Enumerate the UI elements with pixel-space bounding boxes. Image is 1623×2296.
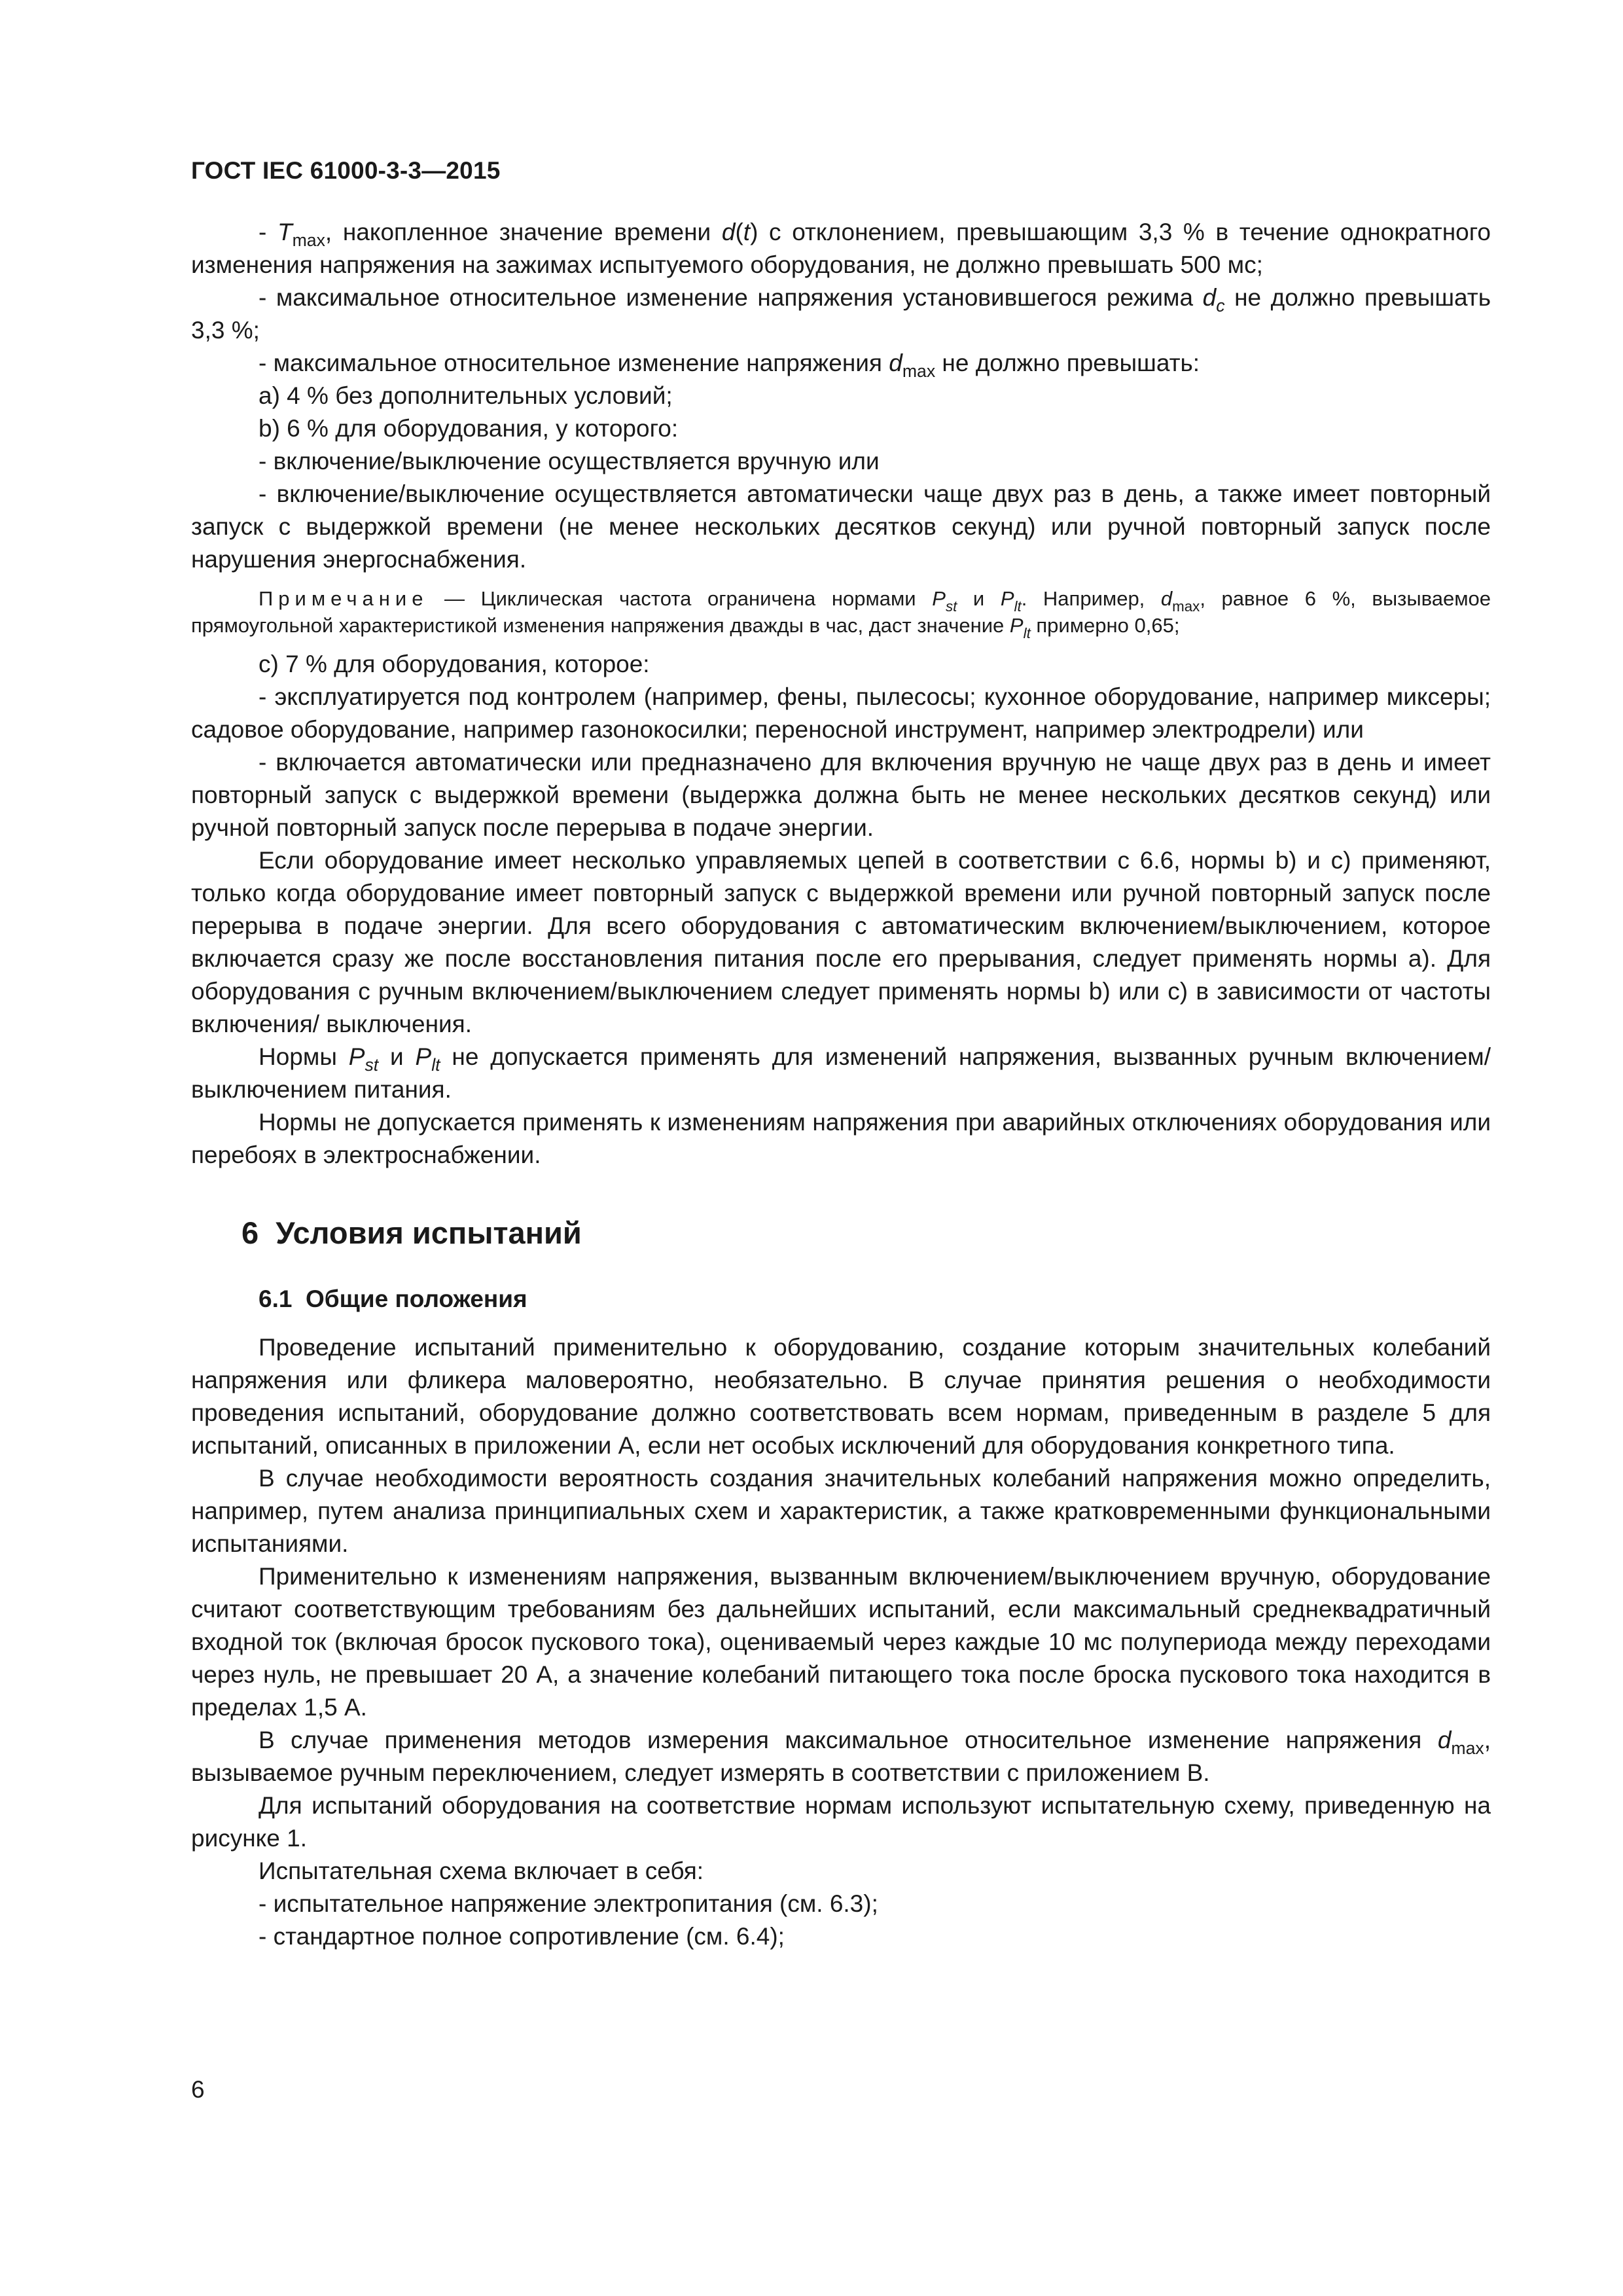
subsection-number: 6.1: [259, 1285, 293, 1312]
list-item-a: а) 4 % без дополнительных условий;: [259, 382, 673, 409]
section-number: 6: [241, 1215, 259, 1250]
paragraph-dc: - максимальное относительное изменение напряжения установившегося режима $d_c$ не должно превышать 3,3 %;: [191, 284, 1491, 344]
paragraph-6-1-b: В случае необходимости вероятность создания значительных колебаний напряжения можно определить, например, путем анализа принципиальных схем и характеристик, а также кратковременными функциональными испытаниями.: [191, 1465, 1491, 1557]
subsection-heading: [191, 1283, 1491, 1316]
note-label: Примечание: [259, 587, 429, 610]
list-item-c: с) 7 % для оборудования, которое:: [259, 651, 650, 677]
section-heading: [191, 1212, 1491, 1254]
list-item-c-automatic: - включается автоматически или предназначено для включения вручную не чаще двух раз в день и имеет повторный запуск с выдержкой времени (выдержка должна быть не менее нескольких десятков секунд) или ручной повторный запуск после перерыва в подаче энергии.: [191, 749, 1491, 841]
document-header: ГОСТ IEC 61000-3-3—2015: [191, 157, 501, 184]
list-item-c-supervised: - эксплуатируется под контролем (например, фены, пылесосы; кухонное оборудование, например миксеры; садовое оборудование, например газонокосилки; переносной инструмент, например электродрели) или: [191, 683, 1491, 743]
paragraph-6-1-f: Испытательная схема включает в себя:: [259, 1857, 704, 1884]
page-number: 6: [191, 2076, 205, 2103]
paragraph-emergency: Нормы не допускается применять к изменениям напряжения при аварийных отключениях оборудования или перебоях в электроснабжении.: [191, 1109, 1491, 1168]
list-item-test-voltage: - испытательное напряжение электропитания (см. 6.3);: [259, 1890, 878, 1917]
paragraph-multiple-circuits: Если оборудование имеет несколько управляемых цепей в соответствии с 6.6, нормы b) и с) применяют, только когда оборудование имеет повторный запуск с выдержкой времени или ручной повторный запуск после перерыва в подаче энергии. Для всего оборудования с автоматическим включением/выключением, которое включается сразу же после восстановления питания после его прерывания, следует применять нормы а). Для оборудования с ручным включением/выключением следует применять нормы b) или с) в зависимости от частоты включения/ выключения.: [191, 847, 1491, 1037]
paragraph-pst-plt: Нормы $P_{st}$ и $P_{lt}$ не допускается применять для изменений напряжения, вызванных ручным включением/выключением питания.: [191, 1043, 1491, 1103]
paragraph-6-1-c: Применительно к изменениям напряжения, вызванным включением/выключением вручную, оборудование считают соответствующим требованиям без дальнейших испытаний, если максимальный среднеквадратичный входной ток (включая бросок пускового тока), оцениваемый через каждые 10 мс полупериода между переходами через нуль, не превышает 20 А, а значение колебаний питающего тока после броска пускового тока находится в пределах 1,5 А.: [191, 1563, 1491, 1721]
paragraph-6-1-a: Проведение испытаний применительно к оборудованию, создание которым значительных колебаний напряжения или фликера маловероятно, необязательно. В случае принятия решения о необходимости проведения испытаний, оборудование должно соответствовать всем нормам, приведенным в разделе 5 для испытаний, описанных в приложении А, если нет особых исключений для оборудования конкретного типа.: [191, 1334, 1491, 1459]
document-body: [191, 216, 1491, 1953]
paragraph-tmax: - $T_{max}$, накопленное значение времени d(t) с отклонением, превышающим 3,3 % в течение однократного изменения напряжения на зажимах испытуемого оборудования, не должно превышать 500 мс;: [191, 219, 1491, 278]
list-item-b-automatic: - включение/выключение осуществляется автоматически чаще двух раз в день, а также имеет повторный запуск с выдержкой времени (не менее нескольких десятков секунд) или ручной повторный запуск после нарушения энергоснабжения.: [191, 480, 1491, 573]
note: Примечание — Циклическая частота ограничена нормами $P_{st}$ и $P_{lt}$. Например, $d_{max}$, равное 6 %, вызываемое прямоугольной характеристикой изменения напряжения дважды в час, даст значение $P_{lt}$ примерно 0,65;: [191, 587, 1491, 641]
paragraph-dmax: - максимальное относительное изменение напряжения $d_{max}$ не должно превышать:: [259, 350, 1200, 381]
list-item-b-manual: - включение/выключение осуществляется вручную или: [259, 448, 880, 475]
subsection-title: Общие положения: [306, 1285, 527, 1312]
paragraph-6-1-e: Для испытаний оборудования на соответствие нормам используют испытательную схему, приведенную на рисунке 1.: [191, 1792, 1491, 1852]
list-item-b: b) 6 % для оборудования, у которого:: [259, 415, 679, 442]
paragraph-6-1-d: В случае применения методов измерения максимальное относительное изменение напряжения $d_{max}$, вызываемое ручным переключением, следует измерять в соответствии с приложением В.: [191, 1727, 1491, 1786]
section-title: Условия испытаний: [276, 1215, 582, 1250]
list-item-reference-impedance: - стандартное полное сопротивление (см. 6.4);: [259, 1923, 785, 1950]
